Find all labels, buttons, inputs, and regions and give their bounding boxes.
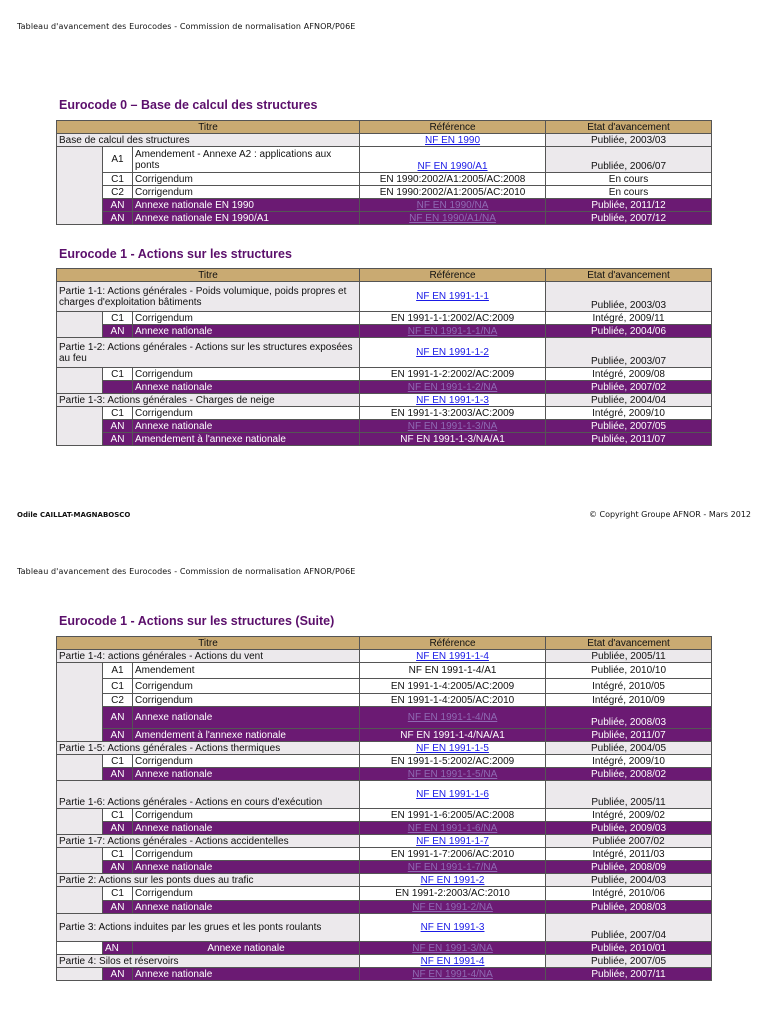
reference-link[interactable]: NF EN 1991-1-4/NA [407,712,498,723]
status-cell: Publiée, 2008/03 [546,707,712,729]
table-row [57,282,712,312]
reference-link[interactable]: NF EN 1991-1-5 [416,742,489,754]
table-row [57,874,712,887]
status-cell: Publiée, 2011/07 [546,729,712,742]
status-cell: Publiée, 2007/02 [546,381,712,394]
row-title: Corrigendum [133,186,360,199]
reference-link[interactable]: NF EN 1991-1-3/NA [407,420,498,432]
reference-cell: NF EN 1991-1-3/NA/A1 [360,433,546,446]
reference-cell: NF EN 1991-1-4/A1 [360,663,546,679]
row-title: Corrigendum [133,809,360,822]
indent-cell [57,147,103,225]
row-title: Partie 1-3: Actions générales - Charges de neige [57,394,360,407]
row-title: Amendement à l'annexe nationale [133,729,360,742]
reference-link[interactable]: NF EN 1991-1-6/NA [407,822,498,834]
row-code: C1 [103,368,133,381]
indent-cell [57,407,103,446]
status-cell: Publiée, 2007/04 [546,914,712,942]
table-row [57,955,712,968]
status-cell: Publiée 2007/02 [546,835,712,848]
table-row [57,822,712,835]
row-title: Corrigendum [133,407,360,420]
indent-cell [57,887,103,914]
reference-link[interactable]: NF EN 1991-4 [420,955,485,967]
indent-cell [57,663,103,742]
table-row [57,381,712,394]
row-title: Partie 2: Actions sur les ponts dues au trafic [57,874,360,887]
reference-link[interactable]: NF EN 1991-1-3 [416,394,489,406]
reference-cell: EN 1991-1-1:2002/AC:2009 [360,312,546,325]
table-row [57,914,712,942]
col-header-reference: Référence [360,121,546,134]
status-cell: Publiée, 2004/06 [546,325,712,338]
row-code: A1 [103,663,133,679]
row-title: Corrigendum [133,694,360,707]
row-code: AN [103,968,133,981]
footer-author: Odile CAILLAT-MAGNABOSCO [17,511,131,519]
status-cell: Intégré, 2010/06 [546,887,712,901]
row-code: A1 [103,147,133,173]
row-code: AN [103,901,133,914]
table-row [57,781,712,809]
row-code: C2 [103,694,133,707]
row-title: Corrigendum [133,848,360,861]
status-cell: Publiée, 2006/07 [546,147,712,173]
table-eurocode-0 [56,120,712,225]
table-row [57,942,712,955]
row-code: AN [103,707,133,729]
reference-link[interactable]: NF EN 1991-1-4 [416,650,489,662]
row-title: Corrigendum [133,173,360,186]
table-row [57,650,712,663]
status-cell: Publiée, 2004/03 [546,874,712,887]
row-code: C1 [103,848,133,861]
reference-link[interactable]: NF EN 1991-2 [420,874,485,886]
row-code: C1 [103,887,133,901]
page-header: Tableau d'avancement des Eurocodes - Commission de normalisation AFNOR/P06E [17,22,356,31]
status-cell: Publiée, 2011/12 [546,199,712,212]
table-row [57,368,712,381]
table-row [57,147,712,173]
row-title: Base de calcul des structures [57,134,360,147]
table-row [57,420,712,433]
col-header-titre: Titre [57,269,360,282]
table-row [57,679,712,694]
col-header-reference: Référence [360,269,546,282]
indent-cell [57,755,103,781]
row-title: Partie 1-5: Actions générales - Actions thermiques [57,742,360,755]
reference-link[interactable]: NF EN 1991-1-7/NA [407,861,498,873]
indent-cell [57,968,103,981]
status-cell: Publiée, 2007/05 [546,420,712,433]
status-cell: Publiée, 2008/02 [546,768,712,781]
row-title: Partie 1-2: Actions générales - Actions sur les structures exposées au feu [57,338,360,368]
row-title: Corrigendum [133,887,360,901]
reference-link[interactable]: NF EN 1991-1-1/NA [407,325,498,337]
reference-cell: EN 1991-2:2003/AC:2010 [360,887,546,901]
row-title: Corrigendum [133,312,360,325]
row-code: AN [103,729,133,742]
col-header-reference: Référence [360,637,546,650]
reference-link[interactable]: NF EN 1990 [425,134,481,146]
reference-link[interactable]: NF EN 1991-1-5/NA [407,768,498,780]
row-title: Partie 1-1: Actions générales - Poids volumique, poids propres et charges d'exploitation bâtiments [57,282,360,312]
table-row [57,729,712,742]
status-cell: Publiée, 2003/07 [546,338,712,368]
col-header-etat: Etat d'avancement [546,121,712,134]
reference-cell: EN 1991-1-7:2006/AC:2010 [360,848,546,861]
row-code: AN [103,942,133,955]
table-row [57,887,712,901]
row-title: Annexe nationale [133,381,360,394]
table-row [57,901,712,914]
reference-link[interactable]: NF EN 1990/NA [416,199,489,211]
col-header-etat: Etat d'avancement [546,269,712,282]
reference-link[interactable]: NF EN 1990/A1 [417,161,488,172]
row-title: Annexe nationale [133,901,360,914]
row-code: AN [103,861,133,874]
row-code: AN [103,325,133,338]
col-header-etat: Etat d'avancement [546,637,712,650]
reference-link[interactable]: NF EN 1991-1-6 [416,789,489,800]
row-code: C1 [103,755,133,768]
row-title: Annexe nationale EN 1990 [133,199,360,212]
indent-cell [57,848,103,874]
reference-cell: EN 1991-1-3:2003/AC:2009 [360,407,546,420]
row-code: AN [103,420,133,433]
reference-cell: EN 1990:2002/A1:2005/AC:2008 [360,173,546,186]
table-row [57,835,712,848]
status-cell: Intégré, 2010/05 [546,679,712,694]
row-title: Annexe nationale [133,768,360,781]
table-row [57,707,712,729]
row-title: Annexe nationale [133,861,360,874]
status-cell: Publiée, 2008/03 [546,901,712,914]
col-header-titre: Titre [57,637,360,650]
reference-cell: EN 1990:2002/A1:2005/AC:2010 [360,186,546,199]
status-cell: Publiée, 2003/03 [546,134,712,147]
status-cell: Intégré, 2010/09 [546,694,712,707]
reference-cell: NF EN 1991-1-4/NA/A1 [360,729,546,742]
row-code: C1 [103,809,133,822]
reference-link[interactable]: NF EN 1990/A1/NA [409,212,496,224]
row-title: Amendement à l'annexe nationale [133,433,360,446]
table-row [57,848,712,861]
table-row [57,134,712,147]
row-code: C1 [103,407,133,420]
table-row [57,861,712,874]
row-code: C1 [103,312,133,325]
table-row [57,407,712,420]
row-title: Annexe nationale [133,822,360,835]
status-cell: Publiée, 2005/11 [546,650,712,663]
table-eurocode-1 [56,268,712,446]
reference-link[interactable]: NF EN 1991-1-2 [416,347,489,358]
row-title: Annexe nationale [133,968,360,981]
col-header-titre: Titre [57,121,360,134]
table-row [57,663,712,679]
indent-cell [57,368,103,394]
row-code [103,381,133,394]
status-cell: Publiée, 2005/11 [546,781,712,809]
status-cell: Intégré, 2011/03 [546,848,712,861]
row-title: Amendement [133,663,360,679]
table-row [57,694,712,707]
reference-link[interactable]: NF EN 1991-4/NA [412,968,493,980]
row-title: Amendement - Annexe A2 : applications aux ponts [133,147,360,173]
status-cell: Intégré, 2009/10 [546,407,712,420]
status-cell: Publiée, 2010/10 [546,663,712,679]
indent-cell [57,312,103,338]
row-title: Annexe nationale EN 1990/A1 [133,212,360,225]
row-title: Partie 4: Silos et réservoirs [57,955,360,968]
reference-link[interactable]: NF EN 1991-1-7 [416,835,489,847]
status-cell: Publiée, 2009/03 [546,822,712,835]
status-cell: Publiée, 2010/01 [546,942,712,955]
indent-cell [57,942,103,955]
table-row [57,186,712,199]
reference-link[interactable]: NF EN 1991-2/NA [412,901,493,913]
status-cell: Intégré, 2009/02 [546,809,712,822]
reference-cell: EN 1991-1-4:2005/AC:2010 [360,694,546,707]
row-title: Annexe nationale [133,420,360,433]
table-row [57,968,712,981]
table-row [57,742,712,755]
page-header: Tableau d'avancement des Eurocodes - Commission de normalisation AFNOR/P06E [17,567,356,576]
row-code: AN [103,433,133,446]
status-cell: Publiée, 2007/11 [546,968,712,981]
status-cell: Publiée, 2004/04 [546,394,712,407]
row-code: AN [103,212,133,225]
section-title-eurocode-1: Eurocode 1 - Actions sur les structures [59,247,292,261]
table-row [57,325,712,338]
reference-cell: EN 1991-1-4:2005/AC:2009 [360,679,546,694]
section-title-eurocode-0: Eurocode 0 – Base de calcul des structures [59,98,318,112]
row-code: C1 [103,173,133,186]
table-row [57,809,712,822]
row-title: Corrigendum [133,679,360,694]
status-cell: En cours [546,173,712,186]
reference-cell: EN 1991-1-2:2002/AC:2009 [360,368,546,381]
reference-link[interactable]: NF EN 1991-1-2/NA [407,381,498,393]
table-row [57,312,712,325]
table-row [57,768,712,781]
row-code: AN [103,199,133,212]
reference-link[interactable]: NF EN 1991-1-1 [416,291,489,302]
row-title: Partie 3: Actions induites par les grues et les ponts roulants [57,914,360,942]
table-eurocode-1-suite [56,636,712,981]
status-cell: Intégré, 2009/10 [546,755,712,768]
status-cell: Publiée, 2007/05 [546,955,712,968]
table-row [57,199,712,212]
table-row [57,338,712,368]
status-cell: Intégré, 2009/11 [546,312,712,325]
row-title: Partie 1-7: Actions générales - Actions accidentelles [57,835,360,848]
table-row [57,173,712,186]
row-code: C2 [103,186,133,199]
row-title: Corrigendum [133,368,360,381]
row-title: Partie 1-4: actions générales - Actions du vent [57,650,360,663]
table-row [57,755,712,768]
section-title-eurocode-1-suite: Eurocode 1 - Actions sur les structures (Suite) [59,614,335,628]
status-cell: Publiée, 2011/07 [546,433,712,446]
row-title: Annexe nationale [133,942,360,955]
indent-cell [57,809,103,835]
row-code: AN [103,768,133,781]
row-title: Annexe nationale [133,707,360,729]
status-cell: Publiée, 2007/12 [546,212,712,225]
status-cell: Publiée, 2004/05 [546,742,712,755]
table-row [57,433,712,446]
reference-cell: EN 1991-1-6:2005/AC:2008 [360,809,546,822]
row-title: Partie 1-6: Actions générales - Actions en cours d'exécution [57,781,360,809]
footer-copyright: © Copyright Groupe AFNOR - Mars 2012 [588,510,751,519]
status-cell: Intégré, 2009/08 [546,368,712,381]
status-cell: En cours [546,186,712,199]
row-title: Annexe nationale [133,325,360,338]
reference-link[interactable]: NF EN 1991-3 [420,922,485,933]
reference-cell: EN 1991-1-5:2002/AC:2009 [360,755,546,768]
status-cell: Publiée, 2008/09 [546,861,712,874]
reference-link[interactable]: NF EN 1991-3/NA [412,942,493,954]
row-code: C1 [103,679,133,694]
table-row [57,394,712,407]
status-cell: Publiée, 2003/03 [546,282,712,312]
table-row [57,212,712,225]
row-title: Corrigendum [133,755,360,768]
row-code: AN [103,822,133,835]
